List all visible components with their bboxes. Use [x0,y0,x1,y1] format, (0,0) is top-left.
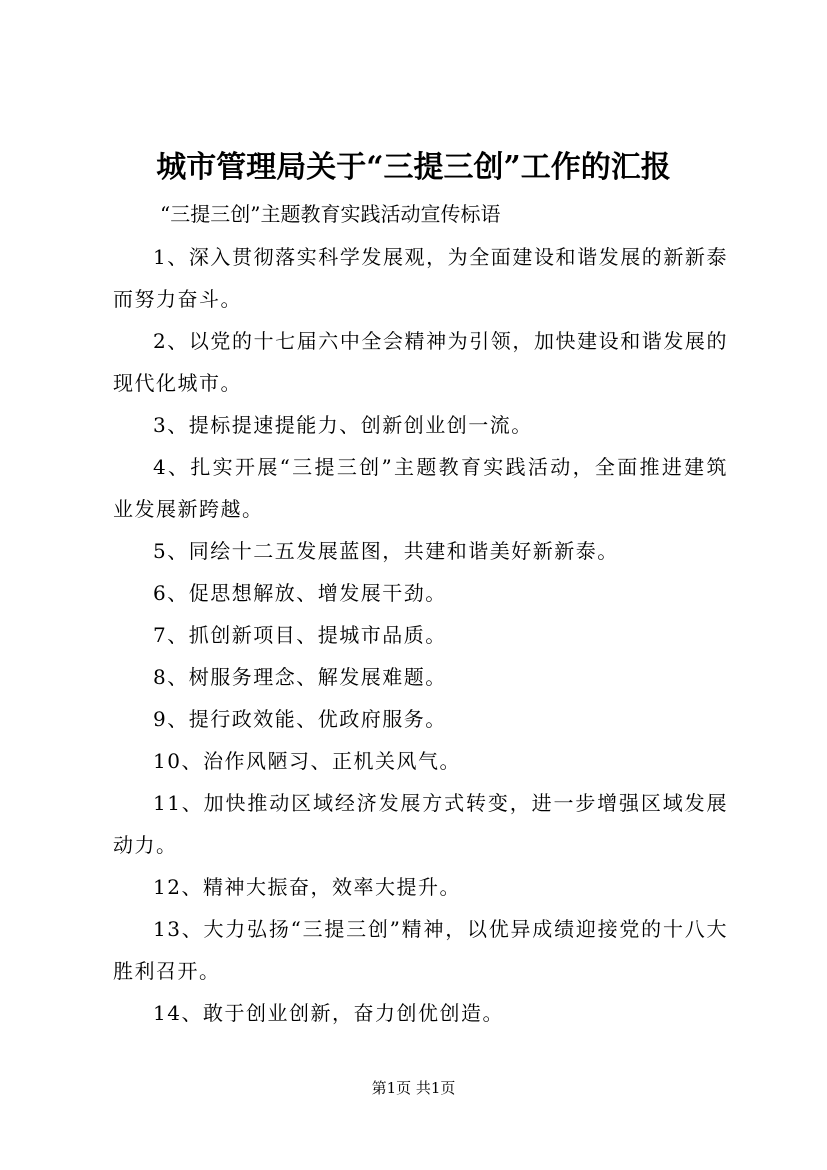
slogan-paragraph: 3、提标提速提能力、创新创业创一流。 [153,413,533,437]
slogan-paragraph: 9、提行政效能、优政府服务。 [153,707,447,731]
document-body [113,236,728,1034]
slogan-paragraph: 6、促思想解放、增发展干劲。 [153,581,447,605]
slogan-paragraph: 12、精神大振奋，效率大提升。 [153,875,461,899]
page-number: 第1页 共1页 [371,1079,456,1097]
slogan-paragraph: 7、抓创新项目、提城市品质。 [153,623,447,647]
slogan-paragraph: 10、治作风陋习、正机关风气。 [153,749,461,773]
slogan-paragraph: 2、以党的十七届六中全会精神为引领，加快建设和谐发展的现代化城市。 [113,329,728,395]
slogan-paragraph: 8、树服务理念、解发展难题。 [153,665,447,689]
slogan-paragraph: 5、同绘十二五发展蓝图，共建和谐美好新新泰。 [153,539,619,563]
slogan-paragraph: 14、敢于创业创新，奋力创优创造。 [153,1001,504,1025]
slogan-paragraph: 11、加快推动区域经济发展方式转变，进一步增强区域发展动力。 [113,791,728,857]
document-subtitle: “三提三创”主题教育实践活动宣传标语 [160,202,501,226]
slogan-paragraph: 1、深入贯彻落实科学发展观，为全面建设和谐发展的新新泰而努力奋斗。 [113,245,728,311]
document-title: 城市管理局关于“三提三创”工作的汇报 [156,150,671,185]
slogan-paragraph: 4、扎实开展“三提三创”主题教育实践活动，全面推进建筑业发展新跨越。 [113,455,728,521]
slogan-paragraph: 13、大力弘扬“三提三创”精神，以优异成绩迎接党的十八大胜利召开。 [113,917,728,983]
